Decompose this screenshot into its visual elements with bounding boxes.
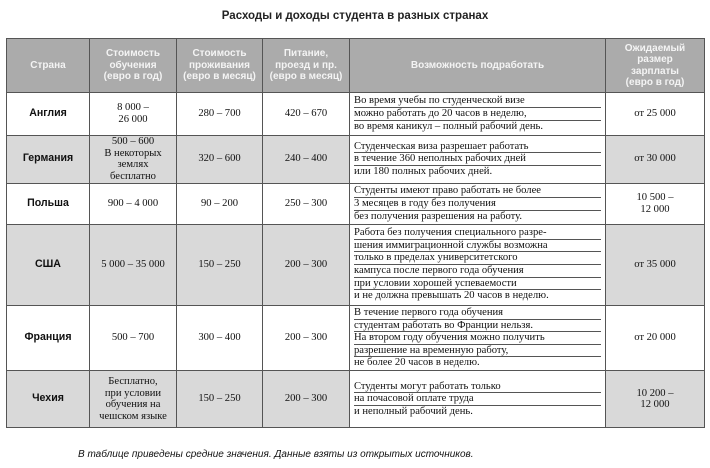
- header-line: обучения: [109, 59, 157, 71]
- header-food: [263, 39, 350, 93]
- work-line: В течение первого года обучения: [354, 307, 601, 320]
- food-cell: 240 – 400: [263, 135, 350, 184]
- food-cell: 420 – 670: [263, 93, 350, 136]
- table-header-row: [7, 39, 705, 93]
- country-cell: Англия: [7, 93, 90, 136]
- work-line: без получения разрешения на работу.: [354, 210, 523, 222]
- work-line: На втором году обучения можно получить: [354, 332, 601, 345]
- work-line: при условии хорошей успеваемости: [354, 278, 601, 291]
- tuition-line: В некоторых: [104, 147, 162, 159]
- work-cell: [350, 224, 606, 305]
- work-line: не более 20 часов в неделю.: [354, 357, 480, 369]
- header-line: зарплаты: [631, 65, 679, 77]
- tuition-line: 8 000 –: [117, 102, 149, 114]
- living-cell: 280 – 700: [177, 93, 263, 136]
- salary-cell: [606, 184, 705, 224]
- work-cell: [350, 305, 606, 371]
- header-living: [177, 39, 263, 93]
- living-cell: 90 – 200: [177, 184, 263, 224]
- header-line: (евро в месяц): [269, 71, 343, 83]
- header-tuition: [90, 39, 177, 93]
- work-line: или 180 полных рабочих дней.: [354, 166, 493, 178]
- table-body: [7, 93, 705, 428]
- tuition-line: бесплатно: [110, 170, 156, 182]
- table-row: [7, 93, 705, 136]
- country-cell: Франция: [7, 305, 90, 371]
- tuition-cell: [90, 305, 177, 371]
- header-salary: [606, 39, 705, 93]
- work-line: кампуса после первого года обучения: [354, 265, 601, 278]
- header-line: проезд и пр.: [275, 59, 337, 71]
- tuition-line: 500 – 700: [111, 332, 155, 344]
- country-cell: США: [7, 224, 90, 305]
- work-line: и неполный рабочий день.: [354, 405, 473, 417]
- table-row: [7, 224, 705, 305]
- header-line: (евро в год): [103, 71, 163, 83]
- living-cell: 150 – 250: [177, 371, 263, 428]
- tuition-line: Бесплатно,: [108, 375, 158, 387]
- salary-cell: [606, 371, 705, 428]
- header-line: Ожидаемый: [624, 42, 686, 54]
- header-line: (евро в год): [625, 77, 685, 88]
- salary-line: от 20 000: [634, 332, 676, 344]
- tuition-cell: [90, 184, 177, 224]
- tuition-line: землях: [117, 159, 149, 171]
- work-line: и не должна превышать 20 часов в неделю.: [354, 290, 549, 302]
- food-cell: 200 – 300: [263, 371, 350, 428]
- salary-line: 10 200 –: [636, 387, 674, 399]
- tuition-cell: [90, 224, 177, 305]
- work-line: Студенты имеют право работать не более: [354, 185, 601, 198]
- work-line: можно работать до 20 часов в неделю,: [354, 108, 601, 121]
- tuition-line: обучения на: [105, 399, 161, 411]
- living-cell: 150 – 250: [177, 224, 263, 305]
- expenses-income-table: [6, 38, 705, 428]
- tuition-line: 900 – 4 000: [107, 198, 159, 210]
- tuition-cell: [90, 135, 177, 184]
- work-cell: [350, 135, 606, 184]
- header-line: (евро в месяц): [183, 71, 256, 83]
- tuition-line: 500 – 600: [111, 136, 155, 148]
- country-cell: Германия: [7, 135, 90, 184]
- country-cell: Чехия: [7, 371, 90, 428]
- salary-cell: [606, 305, 705, 371]
- food-cell: 250 – 300: [263, 184, 350, 224]
- salary-line: 12 000: [640, 203, 670, 215]
- food-cell: 200 – 300: [263, 224, 350, 305]
- salary-line: от 25 000: [634, 107, 676, 119]
- work-line: Работа без получения специального разре-: [354, 227, 601, 240]
- tuition-line: чешском языке: [99, 410, 167, 422]
- salary-cell: [606, 224, 705, 305]
- work-cell: [350, 93, 606, 136]
- salary-line: от 35 000: [634, 258, 676, 270]
- living-cell: 320 – 600: [177, 135, 263, 184]
- work-line: во время каникул – полный рабочий день.: [354, 120, 544, 132]
- header-line: Стоимость: [105, 48, 161, 60]
- header-line: Питание,: [283, 48, 329, 60]
- tuition-cell: [90, 93, 177, 136]
- page-title: Расходы и доходы студента в разных странах: [221, 10, 489, 22]
- work-line: в течение 360 неполных рабочих дней: [354, 153, 601, 166]
- table-row: [7, 305, 705, 371]
- table-row: [7, 184, 705, 224]
- tuition-line: при условии: [104, 387, 162, 399]
- salary-cell: [606, 93, 705, 136]
- salary-line: 12 000: [640, 399, 670, 411]
- tuition-line: 26 000: [118, 113, 148, 125]
- table-row: [7, 371, 705, 428]
- tuition-cell: [90, 371, 177, 428]
- work-line: Во время учебы по студенческой визе: [354, 95, 601, 108]
- food-cell: 200 – 300: [263, 305, 350, 371]
- country-cell: Польша: [7, 184, 90, 224]
- work-cell: [350, 371, 606, 428]
- salary-line: от 30 000: [634, 153, 676, 165]
- salary-line: 10 500 –: [636, 192, 674, 204]
- header-work: Возможность подработать: [350, 39, 606, 93]
- footnote: В таблице приведены средние значения. Данные взяты из открытых источников.: [78, 449, 474, 460]
- living-cell: 300 – 400: [177, 305, 263, 371]
- header-country: Страна: [7, 39, 90, 93]
- work-line: на почасовой оплате труда: [354, 393, 601, 406]
- work-line: 3 месяцев в году без получения: [354, 198, 601, 211]
- work-line: Студенты могут работать только: [354, 381, 601, 394]
- work-cell: [350, 184, 606, 224]
- work-line: шения иммиграционной службы возможна: [354, 240, 601, 253]
- work-line: Студенческая виза разрешает работать: [354, 141, 601, 154]
- work-line: студентам работать во Франции нельзя.: [354, 320, 601, 333]
- header-line: размер: [637, 54, 673, 65]
- salary-cell: [606, 135, 705, 184]
- work-line: разрешение на временную работу,: [354, 345, 601, 358]
- work-line: только в пределах университетского: [354, 252, 601, 265]
- table-row: [7, 135, 705, 184]
- tuition-line: 5 000 – 35 000: [101, 258, 165, 270]
- header-line: Стоимость: [192, 48, 247, 60]
- header-line: проживания: [189, 59, 250, 71]
